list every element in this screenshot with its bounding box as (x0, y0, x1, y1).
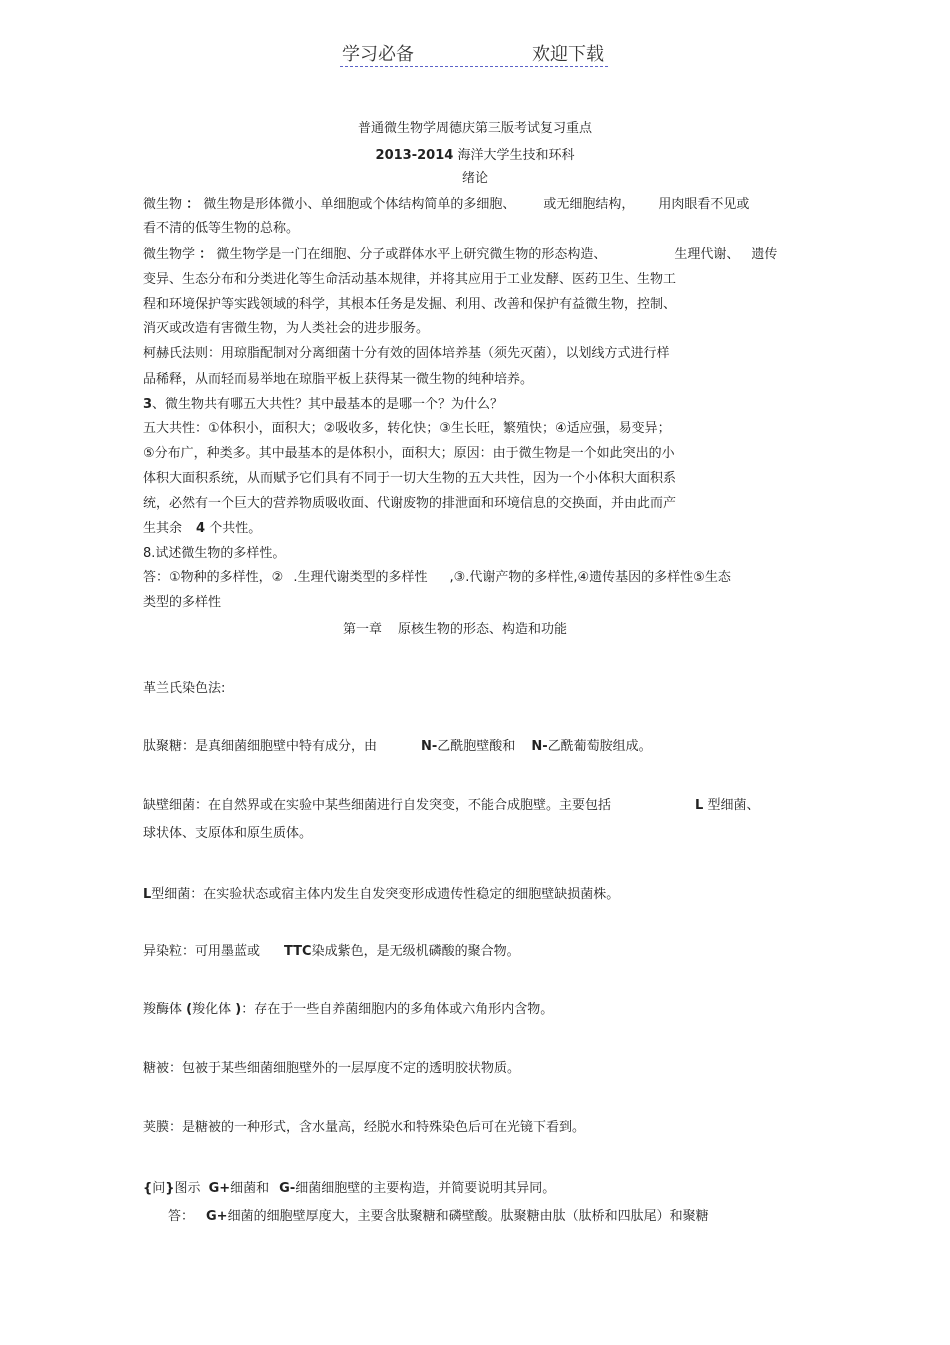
term-metachromatic: 异染粒：可用墨蓝或 TTC染成紫色，是无级机磷酸的聚合物。 (143, 944, 520, 959)
question-3: 3、微生物共有哪五大共性？其中最基本的是哪一个？为什么？ (143, 397, 504, 412)
term-glycocalyx: 糖被：包被于某些细菌细胞壁外的一层厚度不定的透明胶状物质。 (143, 1061, 521, 1076)
subtitle-year: 2013-2014 (375, 148, 454, 163)
term-peptidoglycan: 肽聚糖：是真细菌细胞壁中特有成分，由 N-乙酰胞壁酸和 N-乙酰葡萄胺组成。 (143, 739, 652, 754)
subtitle-rest: 海洋大学生技和环科 (457, 148, 575, 163)
header-right: 欢迎下载 (532, 44, 604, 65)
text-line: 生其余 4 个共性。 (143, 521, 262, 536)
term-l-form: L型细菌：在实验状态或宿主体内发生自发突变形成遗传性稳定的细胞壁缺损菌株。 (143, 887, 620, 902)
koch-rule: 柯赫氏法则：用琼脂配制对分离细菌十分有效的固体培养基（须先灭菌），以划线方式进行样 (143, 346, 670, 361)
doc-title: 普通微生物学周德庆第三版考试复习重点 (357, 121, 592, 136)
answer-8: 答：①物种的多样性，② .生理代谢类型的多样性 ,③.代谢产物的多样性,④遗传基因的多样性⑤生态 (143, 570, 731, 585)
def-microbe: 微生物 ： 微生物是形体微小、单细胞或个体结构简单的多细胞、 或无细胞结构， 用肉眼看不见或 (143, 197, 750, 212)
term-gram-stain: 革兰氏染色法: (143, 681, 226, 696)
text-line: 体积大面积系统，从而赋予它们具有不同于一切大生物的五大共性，因为一个小体积大面积系 (143, 471, 677, 486)
header-left: 学习必备 (342, 44, 414, 65)
term-wall-deficient: 缺壁细菌：在自然界或在实验中某些细菌进行自发突变，不能合成胞壁。主要包括 L 型细菌、 (143, 798, 760, 813)
question-cell-wall: {问}图示 G+细菌和 G-细菌细胞壁的主要构造，并简要说明其异同。 (143, 1181, 556, 1196)
page-header (340, 40, 608, 67)
term-carboxysome: 羧酶体 (羧化体 )：存在于一些自养菌细胞内的多角体或六角形内含物。 (143, 1002, 554, 1017)
term-capsule: 荚膜：是糖被的一种形式，含水量高，经脱水和特殊染色后可在光镜下看到。 (143, 1120, 586, 1135)
text-line: 类型的多样性 (143, 595, 222, 610)
text-line: 品稀释，从而轻而易举地在琼脂平板上获得某一微生物的纯种培养。 (143, 372, 534, 387)
doc-subtitle (0, 148, 950, 164)
text-line: 球状体、支原体和原生质体。 (143, 826, 313, 841)
question-8: 8.试述微生物的多样性。 (143, 546, 286, 561)
text-line: 消灭或改造有害微生物，为人类社会的进步服务。 (143, 321, 430, 336)
text-line: ⑤分布广，种类多。其中最基本的是体积小，面积大；原因：由于微生物是一个如此突出的小 (143, 446, 675, 461)
answer-cell-wall: 答： G+细菌的细胞壁厚度大，主要含肽聚糖和磷壁酸。肽聚糖由肽（肽桥和四肽尾）和聚糖 (168, 1209, 709, 1224)
text-line: 变异、生态分布和分类进化等生命活动基本规律，并将其应用于工业发酵、医药卫生、生物工 (143, 272, 677, 287)
text-line: 看不清的低等生物的总称。 (143, 221, 300, 236)
text-line: 统，必然有一个巨大的营养物质吸收面、代谢废物的排泄面和环境信息的交换面，并由此而产 (143, 496, 677, 511)
text-line: 五大共性：①体积小，面积大；②吸收多，转化快；③生长旺，繁殖快；④适应强，易变异； (143, 421, 671, 436)
def-microbiology: 微生物学 ： 微生物学是一门在细胞、分子或群体水平上研究微生物的形态构造、 生理代谢、 遗传 (143, 247, 778, 262)
text-line: 程和环境保护等实践领域的科学，其根本任务是发掘、利用、改善和保护有益微生物，控制、 (143, 297, 677, 312)
chapter-1-heading: 第一章 原核生物的形态、构造和功能 (343, 622, 568, 637)
intro-heading: 绪论 (461, 171, 488, 186)
